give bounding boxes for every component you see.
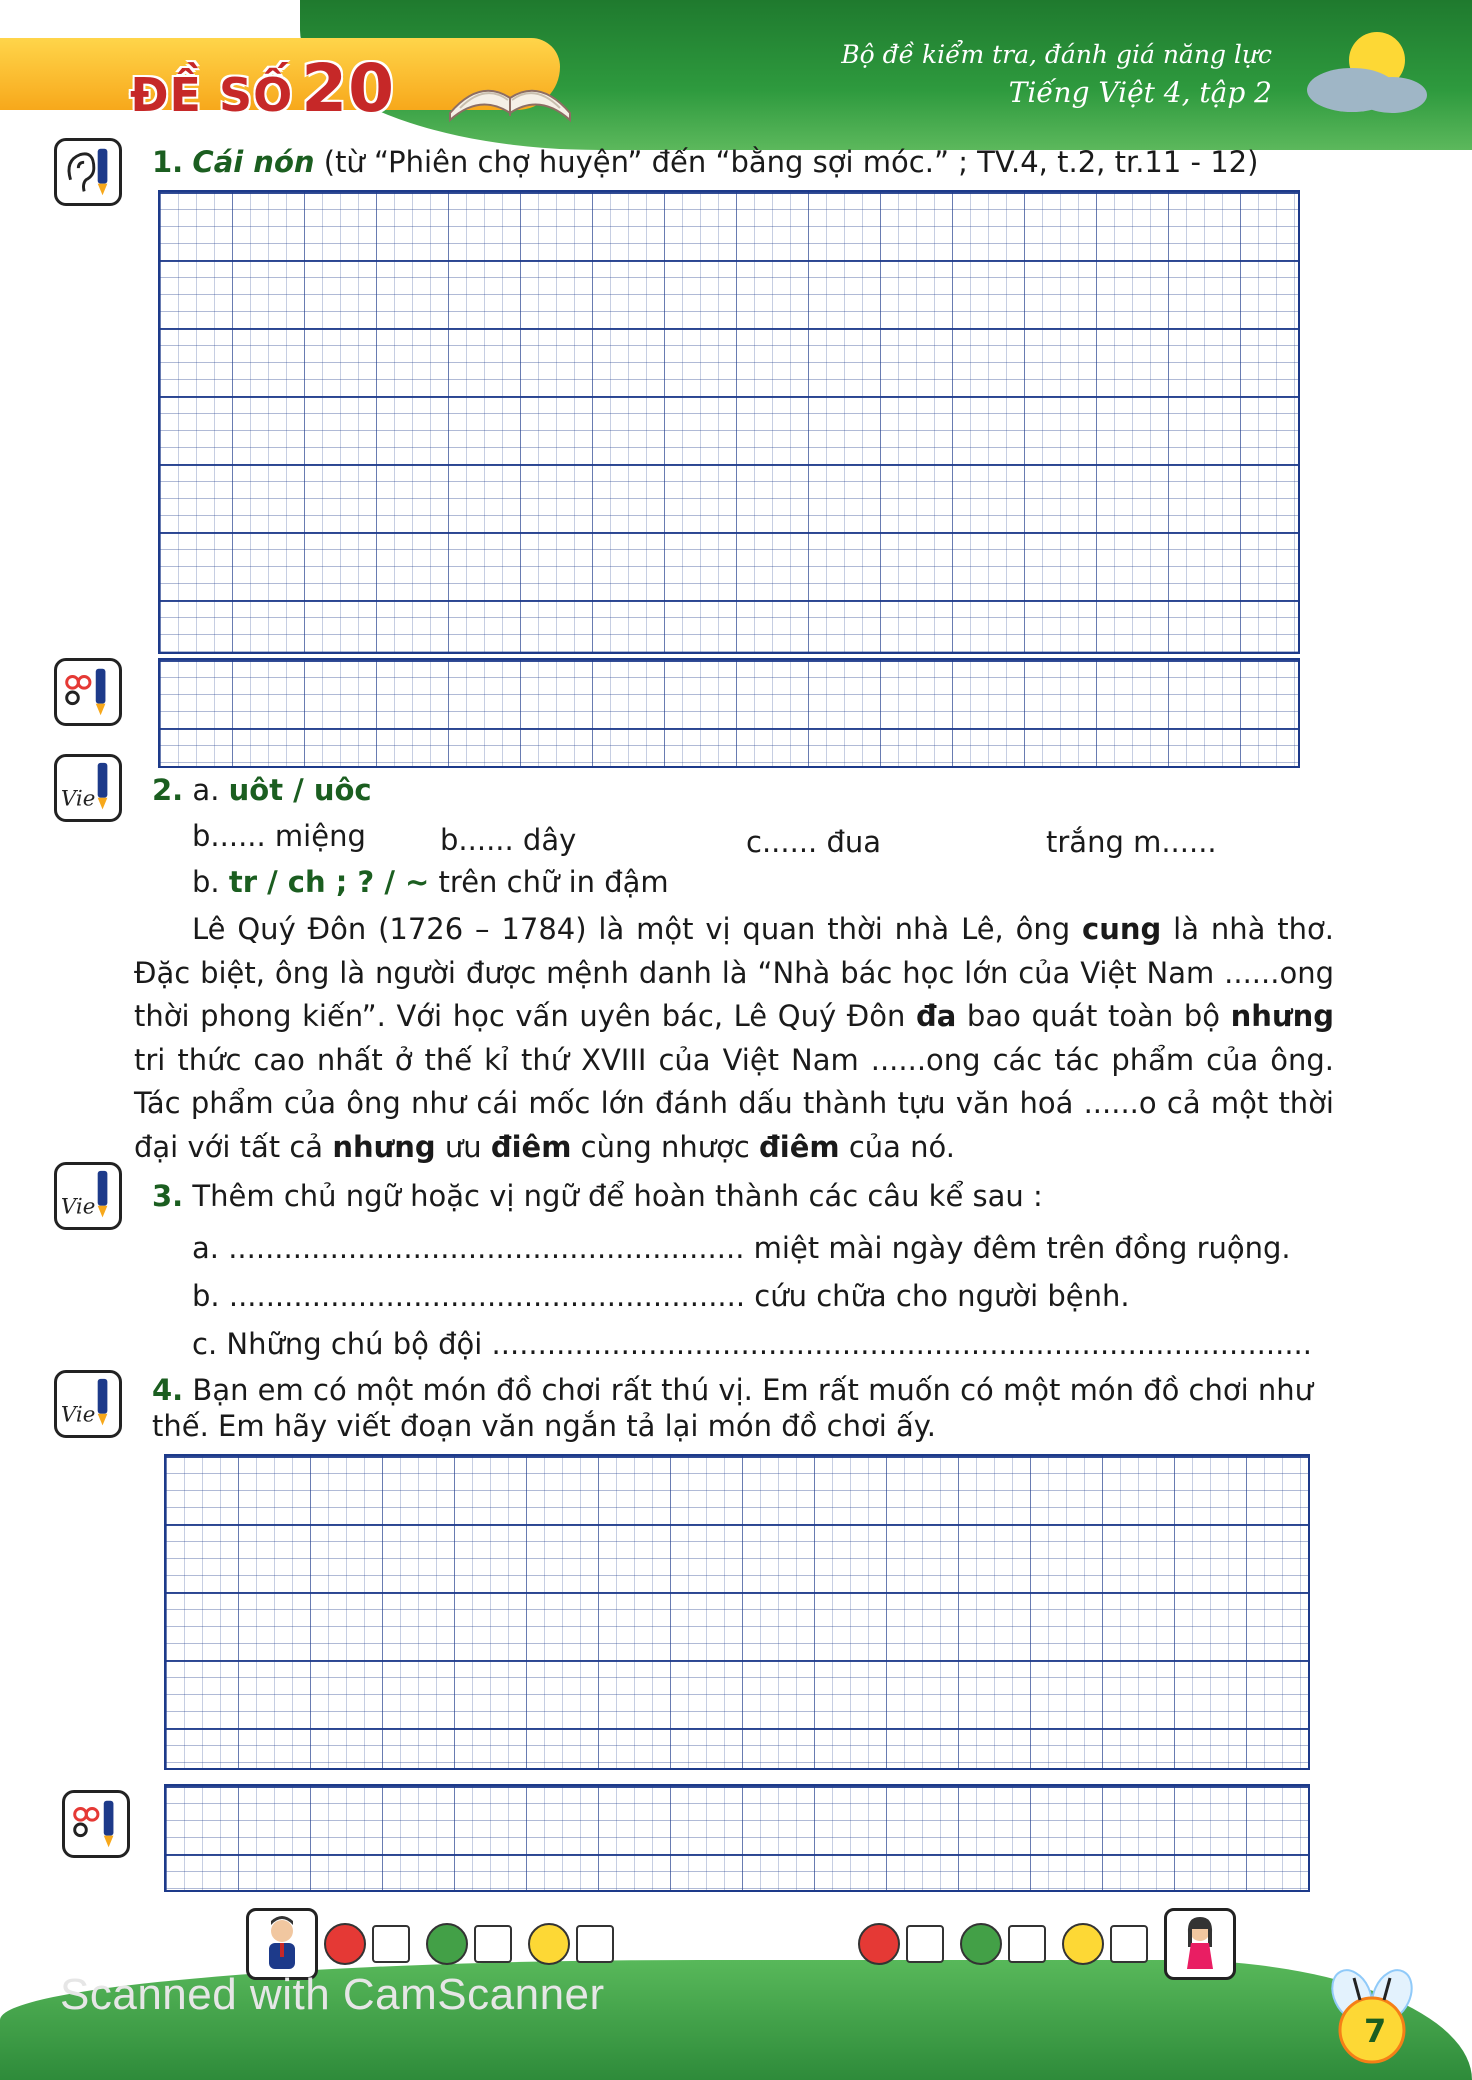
neutral-green-face-icon bbox=[960, 1923, 1002, 1965]
bold-word: nhưng bbox=[1230, 999, 1334, 1033]
worried-yellow-face-icon bbox=[1062, 1923, 1104, 1965]
exam-number: 20 bbox=[301, 50, 396, 127]
q2-part-b-options: tr / ch ; ? / ~ bbox=[228, 865, 430, 899]
bold-word: điêm bbox=[759, 1129, 840, 1164]
q2-passage-text bbox=[134, 908, 1334, 1169]
q4-check-grid[interactable] bbox=[164, 1784, 1310, 1892]
passage-segment: của nó. bbox=[839, 1129, 956, 1164]
q2-number: 2. bbox=[152, 773, 184, 807]
rating-box-green[interactable] bbox=[1008, 1925, 1046, 1963]
q3-heading bbox=[152, 1176, 1043, 1216]
q2-part-a-label: a. bbox=[192, 773, 220, 807]
q2-fill-3: c...... đua bbox=[746, 825, 882, 859]
svg-text:Vie: Vie bbox=[60, 786, 96, 812]
bold-word: đa bbox=[915, 999, 957, 1033]
rating-box-yellow[interactable] bbox=[1110, 1925, 1148, 1963]
vie-pen-icon bbox=[54, 1162, 122, 1230]
q2-part-b-label: b. bbox=[192, 865, 220, 899]
q3-line-b[interactable]: b. ........................................................ cứu chữa cho người bệnh. bbox=[192, 1279, 1130, 1313]
exam-title bbox=[130, 50, 395, 127]
bold-word: cung bbox=[1082, 912, 1162, 946]
passage-segment: bao quát toàn bộ bbox=[956, 999, 1231, 1033]
q4-prompt-1: Bạn em có một món đồ chơi rất thú vị. Em rất muốn có một món đồ chơi như bbox=[192, 1373, 1314, 1407]
q4-writing-grid[interactable] bbox=[164, 1454, 1310, 1770]
q1-heading bbox=[152, 142, 1258, 182]
q2-passage bbox=[134, 908, 1334, 1169]
sad-red-face-icon bbox=[858, 1923, 900, 1965]
sad-red-face-icon bbox=[324, 1923, 366, 1965]
passage-segment: cùng nhược bbox=[571, 1129, 760, 1164]
ear-pen-icon bbox=[54, 138, 122, 206]
q1-check-grid[interactable] bbox=[158, 658, 1300, 768]
passage-segment: tri thức cao nhất ở thế kỉ thứ XVIII của Việt Nam ......ong các tác phẩm của ông. Tác phẩm của ông như cái mốc lớn đánh dấu thành tựu văn hoá ......o cả một thời đại với tất cả bbox=[134, 1042, 1334, 1164]
q3-line-c[interactable]: c. Những chú bộ đội ......................................................................................... bbox=[192, 1327, 1312, 1361]
worried-yellow-face-icon bbox=[528, 1923, 570, 1965]
svg-text:Vie: Vie bbox=[60, 1402, 96, 1428]
q4-number: 4. bbox=[152, 1373, 184, 1407]
vie-pen-icon bbox=[54, 1370, 122, 1438]
q2-fill-2: b...... dây bbox=[440, 823, 577, 857]
q2-part-a-options: uôt / uôc bbox=[228, 773, 372, 807]
passage-segment: Lê Quý Đôn (1726 – 1784) là một vị quan thời nhà Lê, ông bbox=[192, 912, 1083, 946]
scan-watermark: Scanned with CamScanner bbox=[60, 1970, 605, 2019]
q2-part-b-rest: trên chữ in đậm bbox=[429, 865, 669, 899]
rating-box-red[interactable] bbox=[906, 1925, 944, 1963]
q2-fill-1: b...... miệng bbox=[192, 819, 366, 853]
page-number: 7 bbox=[1364, 2012, 1387, 2050]
q1-title: Cái nón bbox=[192, 145, 315, 179]
rating-box-yellow[interactable] bbox=[576, 1925, 614, 1963]
q1-writing-grid[interactable] bbox=[158, 190, 1300, 654]
book-title: Tiếng Việt 4, tập 2 bbox=[1008, 76, 1272, 109]
bold-word: điêm bbox=[490, 1129, 572, 1164]
bold-word: nhưng bbox=[332, 1129, 436, 1164]
q4-prompt-2: thế. Em hãy viết đoạn văn ngắn tả lại món đồ chơi ấy. bbox=[152, 1409, 936, 1443]
q2-part-b bbox=[192, 862, 669, 902]
exam-label: ĐỀ SỐ bbox=[130, 68, 294, 122]
teacher-rating bbox=[858, 1908, 1236, 1980]
q2-part-a bbox=[152, 770, 372, 810]
q3-number: 3. bbox=[152, 1179, 184, 1213]
vie-pen-icon bbox=[54, 754, 122, 822]
q3-line-a[interactable]: a. ........................................................ miệt mài ngày đêm trên đồng ruộng. bbox=[192, 1231, 1291, 1265]
q1-number: 1. bbox=[152, 145, 184, 179]
sun-cloud-icon bbox=[1282, 20, 1432, 130]
q1-reference: (từ “Phiên chợ huyện” đến “bằng sợi móc.” ; TV.4, t.2, tr.11 - 12) bbox=[314, 145, 1259, 179]
rating-box-red[interactable] bbox=[372, 1925, 410, 1963]
rating-box-green[interactable] bbox=[474, 1925, 512, 1963]
q4-heading bbox=[152, 1370, 1313, 1410]
series-title: Bộ đề kiểm tra, đánh giá năng lực bbox=[841, 40, 1272, 69]
bee-page-badge bbox=[1312, 1960, 1432, 2070]
open-book-icon bbox=[440, 58, 580, 128]
neutral-green-face-icon bbox=[426, 1923, 468, 1965]
checklist-pen-icon bbox=[54, 658, 122, 726]
girl-avatar bbox=[1164, 1908, 1236, 1980]
q2-fill-4: trắng m...... bbox=[1046, 825, 1217, 859]
passage-segment: là nhà thơ. Đặc biệt, ông là người được mệnh danh là “Nhà bác học lớn của Việt Nam ......ong thời phong kiến”. Với học vấn uyên bác, Lê Quý Đôn bbox=[134, 912, 1334, 1033]
checklist-pen-icon bbox=[62, 1790, 130, 1858]
svg-text:Vie: Vie bbox=[60, 1194, 96, 1220]
passage-segment: ưu bbox=[435, 1129, 491, 1164]
q3-prompt: Thêm chủ ngữ hoặc vị ngữ để hoàn thành các câu kể sau : bbox=[192, 1179, 1043, 1213]
